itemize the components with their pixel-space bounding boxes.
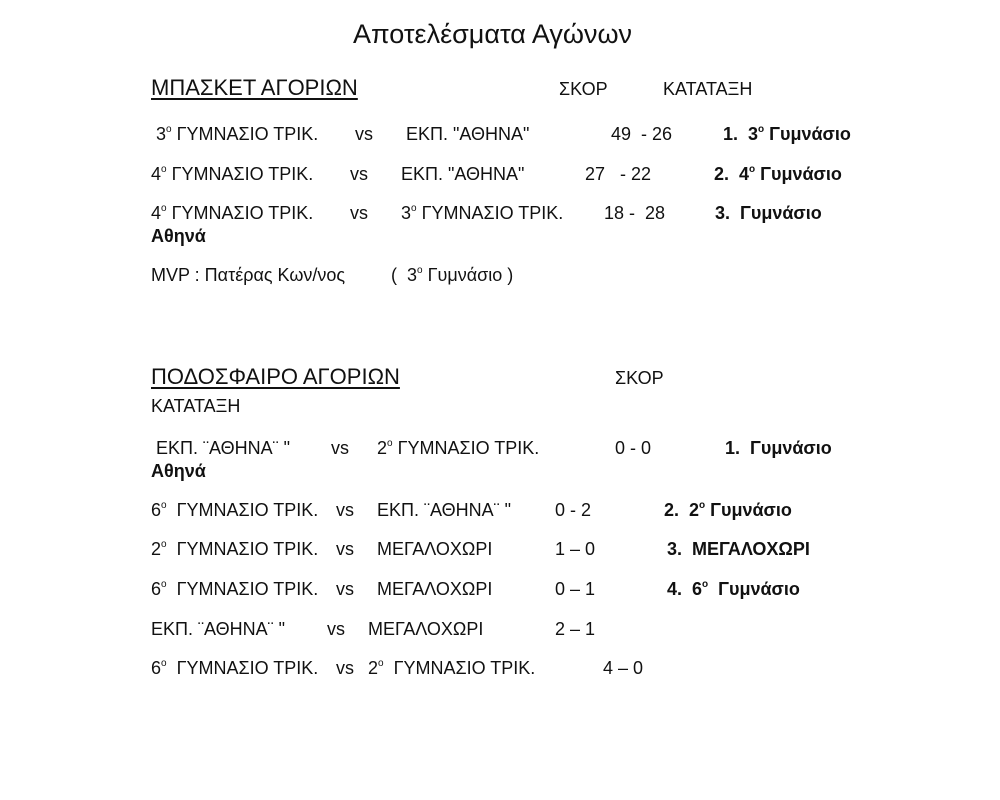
text-fragment: ΓΥΜΝΑΣΙΟ ΤΡΙΚ. bbox=[166, 579, 319, 599]
text-fragment: ΓΥΜΝΑΣΙΟ ΤΡΙΚ. bbox=[383, 658, 536, 678]
text-fragment: 1. bbox=[725, 438, 741, 458]
superscript-o: ο bbox=[411, 203, 417, 214]
text-fragment: 3 bbox=[156, 124, 167, 144]
football-match-3-vs: vs bbox=[336, 539, 354, 559]
text-fragment: 4 bbox=[151, 203, 162, 223]
superscript-o: ο bbox=[699, 500, 706, 511]
text-fragment: Γυμνάσιο bbox=[705, 500, 792, 520]
text-fragment: 3. bbox=[667, 539, 683, 559]
text-fragment: 3 bbox=[407, 265, 418, 285]
football-match-2-vs: vs bbox=[336, 500, 354, 520]
superscript-o: ο bbox=[417, 265, 423, 276]
text-fragment: 3 bbox=[401, 203, 412, 223]
basketball-match-1-away: ΕΚΠ. "ΑΘΗΝΑ" bbox=[406, 124, 530, 144]
text-fragment: ΜΕΓΑΛΟΧΩΡΙ bbox=[692, 539, 810, 559]
basketball-ranking-2 bbox=[714, 163, 842, 185]
text-fragment: 2. bbox=[714, 164, 730, 184]
text-fragment: Γυμνάσιο bbox=[708, 579, 800, 599]
football-score-header: ΣΚΟΡ bbox=[615, 368, 664, 388]
basketball-match-2-away: ΕΚΠ. "ΑΘΗΝΑ" bbox=[401, 164, 525, 184]
football-ranking-3 bbox=[667, 538, 810, 560]
text-fragment: 6 bbox=[151, 500, 162, 520]
football-match-3-score: 1 – 0 bbox=[555, 539, 596, 559]
football-match-1-away bbox=[377, 437, 539, 459]
text-fragment: ΓΥΜΝΑΣΙΟ ΤΡΙΚ. bbox=[392, 438, 540, 458]
football-match-5-vs: vs bbox=[327, 619, 345, 639]
text-fragment: 3. bbox=[715, 203, 731, 223]
mvp-label: MVP : Πατέρας Κων/νος bbox=[151, 265, 346, 285]
text-fragment: ( bbox=[391, 265, 397, 285]
text-fragment: 3 bbox=[748, 124, 759, 144]
football-section-title: ΠΟΔΟΣΦΑΙΡΟ ΑΓΟΡΙΩΝ bbox=[151, 364, 400, 389]
text-fragment: 2 bbox=[368, 658, 379, 678]
football-match-6-score: 4 – 0 bbox=[603, 658, 644, 678]
text-fragment: ΓΥΜΝΑΣΙΟ ΤΡΙΚ. bbox=[416, 203, 564, 223]
text-fragment: Γυμνάσιο bbox=[740, 203, 822, 223]
football-match-5-away: ΜΕΓΑΛΟΧΩΡΙ bbox=[368, 619, 484, 639]
football-match-2-home bbox=[151, 499, 318, 521]
football-match-4-vs: vs bbox=[336, 579, 354, 599]
football-match-6-vs: vs bbox=[336, 658, 354, 678]
text-fragment: 2 bbox=[689, 500, 700, 520]
basketball-match-3-score: 18 - 28 bbox=[604, 203, 666, 223]
football-ranking-1-wrap: Αθηνά bbox=[151, 461, 206, 481]
football-ranking-4 bbox=[667, 578, 800, 600]
page-title: Αποτελέσματα Αγώνων bbox=[353, 19, 633, 49]
superscript-o: ο bbox=[161, 164, 167, 175]
football-match-6-home bbox=[151, 657, 318, 679]
superscript-o: ο bbox=[161, 579, 167, 590]
basketball-ranking-1 bbox=[723, 123, 851, 145]
basketball-match-3-away bbox=[401, 202, 563, 224]
basketball-section-title: ΜΠΑΣΚΕΤ ΑΓΟΡΙΩΝ bbox=[151, 75, 358, 100]
basketball-match-2-vs: vs bbox=[350, 164, 368, 184]
football-match-4-away: ΜΕΓΑΛΟΧΩΡΙ bbox=[377, 579, 493, 599]
text-fragment: ΓΥΜΝΑΣΙΟ ΤΡΙΚ. bbox=[166, 539, 319, 559]
text-fragment: ΓΥΜΝΑΣΙΟ ΤΡΙΚ. bbox=[166, 203, 314, 223]
text-fragment: Γυμνάσιο ) bbox=[422, 265, 514, 285]
basketball-match-3-vs: vs bbox=[350, 203, 368, 223]
football-match-5-score: 2 – 1 bbox=[555, 619, 596, 639]
basketball-match-1-score: 49 - 26 bbox=[611, 124, 673, 144]
football-match-2-away: ΕΚΠ. ¨ΑΘΗΝΑ¨ " bbox=[377, 500, 512, 520]
basketball-match-3-home bbox=[151, 202, 313, 224]
basketball-match-2-home bbox=[151, 163, 313, 185]
text-fragment: 2 bbox=[151, 539, 162, 559]
text-fragment: ΓΥΜΝΑΣΙΟ ΤΡΙΚ. bbox=[166, 658, 319, 678]
football-match-2-score: 0 - 2 bbox=[555, 500, 592, 520]
basketball-ranking-header: ΚΑΤΑΤΑΞΗ bbox=[663, 79, 753, 99]
superscript-o: ο bbox=[161, 500, 167, 511]
text-fragment: 6 bbox=[151, 579, 162, 599]
football-match-6-away bbox=[368, 657, 535, 679]
football-match-1-vs: vs bbox=[331, 438, 349, 458]
football-match-4-score: 0 – 1 bbox=[555, 579, 596, 599]
superscript-o: ο bbox=[387, 438, 393, 449]
football-match-1-home: ΕΚΠ. ¨ΑΘΗΝΑ¨ " bbox=[156, 438, 291, 458]
text-fragment: 6 bbox=[692, 579, 703, 599]
text-fragment: 2. bbox=[664, 500, 680, 520]
mvp-team bbox=[391, 264, 513, 286]
superscript-o: ο bbox=[161, 658, 167, 669]
football-match-3-away: ΜΕΓΑΛΟΧΩΡΙ bbox=[377, 539, 493, 559]
text-fragment: ΓΥΜΝΑΣΙΟ ΤΡΙΚ. bbox=[171, 124, 319, 144]
superscript-o: ο bbox=[378, 658, 384, 669]
football-match-5-home: ΕΚΠ. ¨ΑΘΗΝΑ¨ " bbox=[151, 619, 286, 639]
text-fragment: 4 bbox=[151, 164, 162, 184]
football-ranking-1 bbox=[725, 437, 832, 459]
basketball-ranking-3-wrap: Αθηνά bbox=[151, 226, 206, 246]
football-match-3-home bbox=[151, 538, 318, 560]
football-match-4-home bbox=[151, 578, 318, 600]
text-fragment: Γυμνάσιο bbox=[764, 124, 851, 144]
text-fragment: 2 bbox=[377, 438, 388, 458]
superscript-o: ο bbox=[758, 124, 765, 135]
text-fragment: 1. bbox=[723, 124, 739, 144]
text-fragment: 4 bbox=[739, 164, 750, 184]
basketball-ranking-3 bbox=[715, 202, 822, 224]
superscript-o: ο bbox=[749, 164, 756, 175]
football-ranking-header: ΚΑΤΑΤΑΞΗ bbox=[151, 396, 241, 416]
superscript-o: ο bbox=[161, 203, 167, 214]
text-fragment: Γυμνάσιο bbox=[750, 438, 832, 458]
text-fragment: ΓΥΜΝΑΣΙΟ ΤΡΙΚ. bbox=[166, 500, 319, 520]
text-fragment: 6 bbox=[151, 658, 162, 678]
superscript-o: ο bbox=[702, 579, 709, 590]
basketball-match-1-vs: vs bbox=[355, 124, 373, 144]
basketball-match-2-score: 27 - 22 bbox=[585, 164, 652, 184]
superscript-o: ο bbox=[166, 124, 172, 135]
basketball-score-header: ΣΚΟΡ bbox=[559, 79, 608, 99]
text-fragment: Γυμνάσιο bbox=[755, 164, 842, 184]
text-fragment: ΓΥΜΝΑΣΙΟ ΤΡΙΚ. bbox=[166, 164, 314, 184]
football-ranking-2 bbox=[664, 499, 792, 521]
basketball-match-1-home bbox=[156, 123, 318, 145]
superscript-o: ο bbox=[161, 539, 167, 550]
football-match-1-score: 0 - 0 bbox=[615, 438, 652, 458]
text-fragment: 4. bbox=[667, 579, 683, 599]
